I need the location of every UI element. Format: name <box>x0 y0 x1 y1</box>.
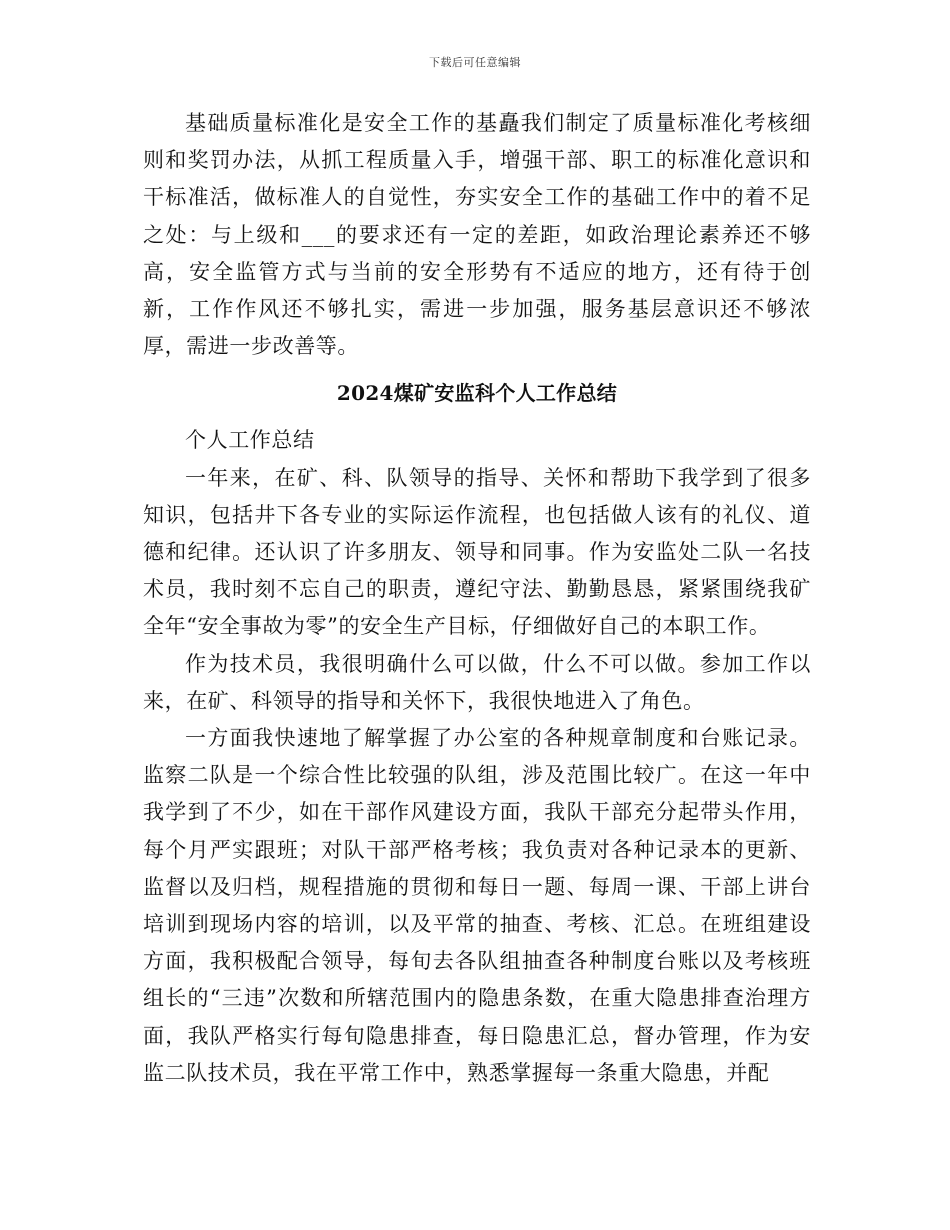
page-header: 下载后可任意编辑 <box>429 56 521 69</box>
body-paragraph: 一年来，在矿、科、队领导的指导、关怀和帮助下我学到了很多知识，包括井下各专业的实际运作流程，也包括做人该有的礼仪、道德和纪律。还认识了许多朋友、领导和同事。作为安监处二队一名技术员，我时刻不忘自己的职责，遵纪守法、勤勤恳恳，紧紧围绕我矿全年“安全事故为零”的安全生产目标，仔细做好自己的本职工作。 <box>143 465 811 639</box>
body-paragraph: 一方面我快速地了解掌握了办公室的各种规章制度和台账记录。监察二队是一个综合性比较强的队组，涉及范围比较广。在这一年中我学到了不少，如在干部作风建设方面，我队干部充分起带头作用，每个月严实跟班；对队干部严格考核；我负责对各种记录本的更新、监督以及归档，规程措施的贯彻和每日一题、每周一课、干部上讲台培训到现场内容的培训，以及平常的抽查、考核、汇总。在班组建设方面，我积极配合领导，每旬去各队组抽查各种制度台账以及考核班组长的“三违”次数和所辖范围内的隐患条数，在重大隐患排查治理方面，我队严格实行每旬隐患排查，每日隐患汇总，督办管理，作为安监二队技术员，我在平常工作中，熟悉掌握每一条重大隐患，并配 <box>143 726 811 1085</box>
document-title: 2024煤矿安监科个人工作总结 <box>336 381 618 406</box>
document-body <box>143 105 811 1092</box>
section-subheading: 个人工作总结 <box>185 428 315 453</box>
intro-paragraph: 基础质量标准化是安全工作的基矗我们制定了质量标准化考核细则和奖罚办法，从抓工程质量入手，增强干部、职工的标准化意识和干标准活，做标准人的自觉性，夯实安全工作的基础工作中的着不足之处：与上级和___的要求还有一定的差距，如政治理论素养还不够高，安全监管方式与当前的安全形势有不适应的地方，还有待于创新，工作作风还不够扎实，需进一步加强，服务基层意识还不够浓厚，需进一步改善等。 <box>143 111 811 359</box>
body-paragraph: 作为技术员，我很明确什么可以做，什么不可以做。参加工作以来，在矿、科领导的指导和关怀下，我很快地进入了角色。 <box>143 651 811 713</box>
